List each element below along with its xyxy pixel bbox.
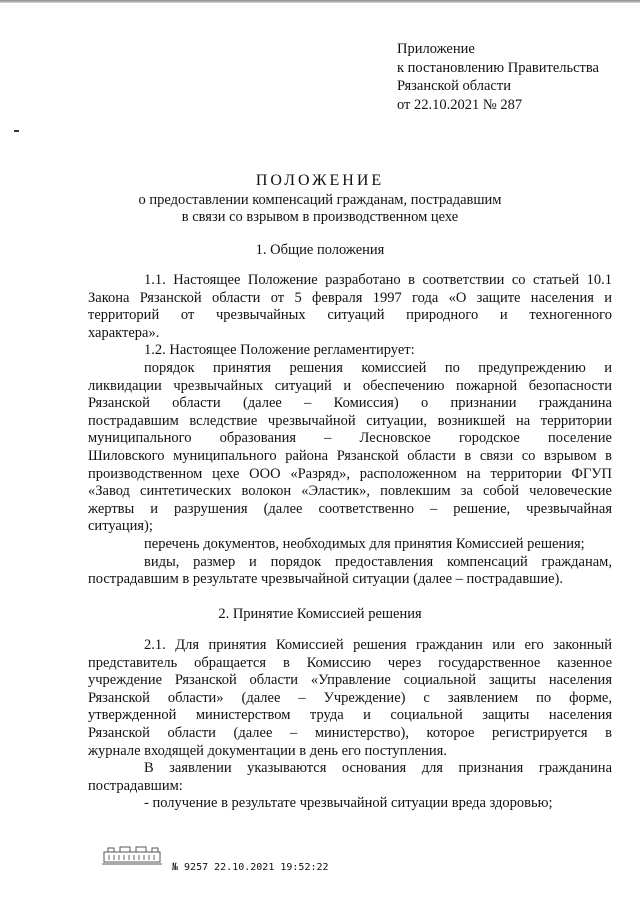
text-line: утвержденной министерством труда и социальной защиты населения (88, 707, 612, 724)
text-line: Закона Рязанской области от 5 февраля 1997 года «О защите населения и (88, 289, 612, 306)
appendix-line: Рязанской области (397, 78, 511, 94)
text-line: территорий от чрезвычайных ситуаций природного и техногенного (88, 307, 612, 324)
section1-heading: 1. Общие положения (255, 242, 385, 258)
text-line: учреждение Рязанской области «Управление социальной защиты населения (88, 672, 612, 689)
text-line: пострадавшим: (88, 777, 183, 794)
text-line: пострадавшим в результате чрезвычайной ситуации (далее – пострадавшие). (88, 571, 563, 588)
text-line: 1.2. Настоящее Положение регламентирует: (144, 342, 415, 359)
text-line: производственном цехе ООО «Разряд», расположенном на территории ФГУП (88, 465, 612, 482)
appendix-block (397, 40, 599, 114)
text-line: 2.1. Для принятия Комиссией решения гражданин или его законный (144, 637, 612, 653)
text-line: жертвы и разрушения (далее соответственно – решение, чрезвычайная (88, 500, 612, 517)
text-line: виды, размер и порядок предоставления компенсаций гражданам, (144, 553, 612, 570)
registry-stamp-icon (100, 845, 164, 867)
text-line: муниципального образования – Лесновское городское поселение (88, 430, 612, 447)
section2-body (88, 637, 612, 813)
text-line: пострадавшим вследствие чрезвычайной ситуации, возникшей на территории (88, 412, 612, 429)
subtitle-line: в связи со взрывом в производственном цехе (181, 209, 459, 225)
text-line: характера». (88, 324, 160, 341)
text-line: Рязанской области» (далее – Учреждение) с заявлением по форме, (88, 689, 612, 706)
text-line: представитель обращается в Комиссию через государственное казенное (88, 654, 612, 671)
text-line: ситуация); (88, 518, 153, 535)
scan-edge (0, 0, 640, 3)
text-line: ликвидации чрезвычайных ситуаций и обеспечению пожарной безопасности (88, 377, 612, 394)
registration-number: № 9257 22.10.2021 19:52:22 (172, 862, 329, 873)
text-line: «Завод синтетических волокон «Эластик», повлекшим за собой человеческие (88, 483, 612, 500)
appendix-line: от 22.10.2021 № 287 (397, 96, 523, 113)
section1-body (88, 272, 612, 589)
document-subtitle (0, 192, 640, 226)
text-line: 1.1. Настоящее Положение разработано в соответствии со статьей 10.1 (144, 272, 612, 288)
text-line: Шиловского муниципального района Рязанской области в связи со взрывом в (88, 447, 612, 464)
document-title: ПОЛОЖЕНИЕ (255, 172, 385, 189)
subtitle-line: о предоставлении компенсаций гражданам, пострадавшим (138, 192, 502, 208)
text-line: - получение в результате чрезвычайной ситуации вреда здоровью; (144, 795, 553, 812)
text-line: перечень документов, необходимых для принятия Комиссией решения; (144, 535, 585, 552)
text-line: В заявлении указываются основания для признания гражданина (144, 760, 612, 777)
text-line: порядок принятия решения комиссией по предупреждению и (144, 359, 612, 376)
appendix-line: к постановлению Правительства (397, 59, 599, 76)
text-line: Рязанской области (далее – Комиссия) о признании гражданина (88, 395, 612, 412)
text-line: журнале входящей документации в день его поступления. (88, 742, 447, 759)
section2-heading: 2. Принятие Комиссией решения (218, 606, 422, 622)
text-line: Рязанской области (далее – министерство), которое регистрируется в (88, 724, 612, 741)
scan-mark (14, 130, 19, 132)
appendix-line: Приложение (397, 41, 475, 57)
